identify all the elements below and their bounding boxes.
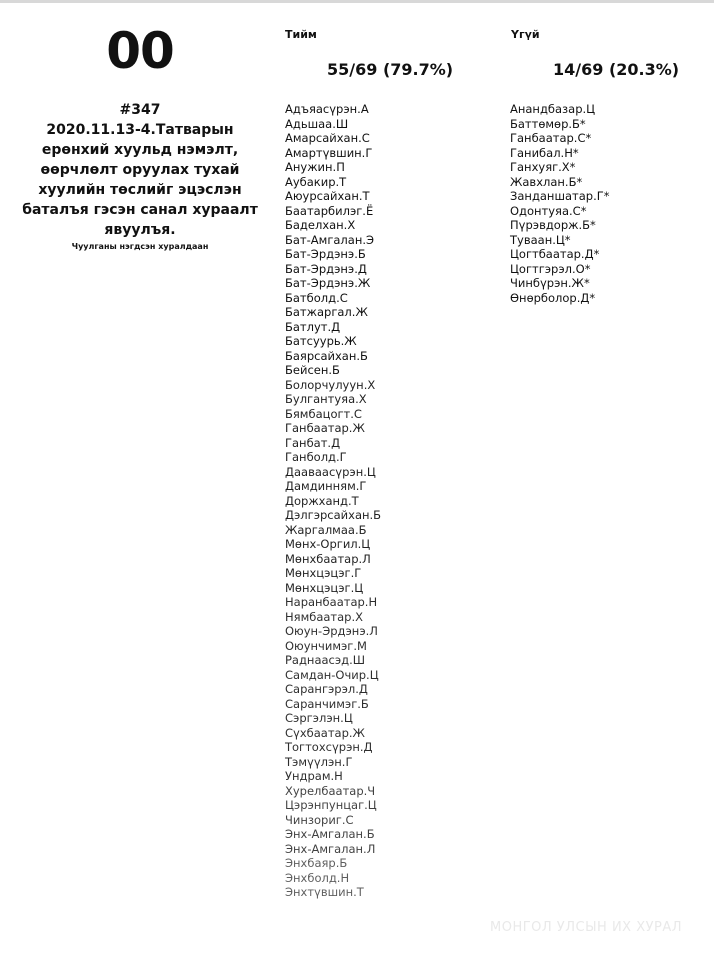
yes-voter-name: Батболд.С [285, 290, 348, 305]
yes-voter-name: Нямбаатар.Х [285, 609, 364, 624]
yes-voter-name: Энх-Амгалан.Б [285, 827, 375, 841]
yes-voter-name: Амартүвшин.Г [285, 145, 373, 160]
yes-voter-name: Оюунчимэг.М [285, 638, 367, 653]
yes-voter-name: Хурелбаатар.Ч [285, 783, 376, 798]
no-voters-list [510, 102, 610, 305]
yes-voter-name: Бат-Амгалан.Э [285, 232, 375, 247]
yes-voter-name: Тогтохсүрэн.Д [285, 740, 373, 754]
yes-voter-name: Дааваасүрэн.Ц [285, 464, 376, 479]
no-voter-name: Туваан.Ц* [510, 232, 571, 247]
yes-voter-name: Булгантуяа.Х [285, 392, 367, 406]
yes-result: 55/69 (79.7%) [327, 60, 454, 79]
yes-voter-name: Энх-Амгалан.Л [285, 841, 376, 856]
no-voter-name: Цогтбаатар.Д* [510, 247, 600, 261]
no-voter-name: Баттөмөр.Б* [510, 116, 586, 131]
no-result: 14/69 (20.3%) [553, 60, 680, 79]
vote-description [10, 100, 270, 240]
yes-voter-name: Энхтүвшин.Т [285, 885, 364, 899]
no-voter-name: Ганхуяг.Х* [510, 160, 576, 174]
yes-voter-name: Ганбаатар.Ж [285, 421, 365, 435]
yes-voter-name: Дамдинням.Г [285, 479, 367, 493]
yes-voter-name: Батсуурь.Ж [285, 334, 357, 348]
yes-voter-name: Оюун-Эрдэнэ.Л [285, 624, 378, 638]
yes-voter-name: Адьшаа.Ш [285, 116, 349, 131]
yes-voter-name: Баярсайхан.Б [285, 348, 368, 363]
top-divider [0, 0, 714, 3]
vote-number: #347 [119, 102, 161, 118]
yes-voter-name: Баатарбилэг.Ё [285, 203, 374, 218]
no-voter-name: Анандбазар.Ц [510, 102, 596, 116]
yes-voter-name: Самдан-Очир.Ц [285, 667, 379, 682]
no-voter-name: Одонтуяа.С* [510, 203, 587, 218]
yes-voter-name: Баделхан.Х [285, 218, 356, 232]
yes-voter-name: Мөнхцэцэг.Ц [285, 580, 364, 595]
yes-voter-name: Тэмүүлэн.Г [285, 754, 353, 769]
yes-voter-name: Адъяасүрэн.А [285, 102, 369, 116]
yes-voter-name: Болорчулуун.Х [285, 377, 376, 392]
yes-voter-name: Аубакир.Т [285, 174, 347, 189]
yes-voter-name: Мөнхцэцэг.Г [285, 566, 362, 580]
yes-voter-name: Бейсен.Б [285, 363, 340, 377]
yes-voter-name: Анужин.П [285, 160, 345, 174]
session-number: 00 [106, 22, 174, 80]
yes-voter-name: Бат-Эрдэнэ.Ж [285, 276, 371, 290]
yes-voter-name: Цэрэнпунцаг.Ц [285, 798, 377, 812]
yes-column-header: Тийм [285, 28, 317, 41]
yes-voter-name: Жаргалмаа.Б [285, 522, 367, 537]
yes-voter-name: Аюурсайхан.Т [285, 189, 370, 203]
yes-voter-name: Ганболд.Г [285, 450, 347, 464]
session-type: Чуулганы нэгдсэн хуралдаан [71, 242, 209, 251]
no-voter-name: Пүрэвдорж.Б* [510, 218, 596, 232]
yes-voter-name: Энхболд.Н [285, 870, 350, 885]
yes-voter-name: Ундрам.Н [285, 769, 343, 783]
yes-voter-name: Бат-Эрдэнэ.Б [285, 247, 366, 261]
no-voter-name: Жавхлан.Б* [510, 174, 583, 189]
yes-voter-name: Энхбаяр.Б [285, 856, 348, 870]
yes-voter-name: Сарангэрэл.Д [285, 682, 368, 696]
yes-voter-name: Мөнхбаатар.Л [285, 551, 371, 566]
yes-voter-name: Ганбат.Д [285, 435, 341, 450]
yes-voter-name: Дэлгэрсайхан.Б [285, 508, 382, 522]
yes-voter-name: Бямбацогт.С [285, 406, 362, 421]
yes-voter-name: Саранчимэг.Б [285, 696, 369, 711]
yes-voter-name: Чинзориг.С [285, 812, 354, 827]
yes-voter-name: Доржханд.Т [285, 493, 359, 508]
vote-title: 2020.11.13-4.Татварын ерөнхий хуульд нэмэлт, өөрчлөлт оруулах тухай хуулийн төслийг эцэслэн баталъя гэсэн санал хураалт явуулъя. [22, 122, 258, 238]
no-voter-name: Ганбаатар.С* [510, 131, 592, 145]
yes-voter-name: Батжаргал.Ж [285, 305, 368, 319]
yes-voter-name: Раднаасэд.Ш [285, 653, 366, 667]
yes-voter-name: Сүхбаатар.Ж [285, 725, 365, 740]
yes-voter-name: Мөнх-Оргил.Ц [285, 537, 371, 551]
no-voter-name: Ганибал.Н* [510, 145, 579, 160]
no-voter-name: Чинбүрэн.Ж* [510, 276, 590, 290]
watermark: МОНГОЛ УЛСЫН ИХ ХУРАЛ [490, 920, 683, 935]
yes-voters-list [285, 102, 381, 900]
no-voter-name: Өнөрболор.Д* [510, 290, 596, 305]
yes-voter-name: Амарсайхан.С [285, 131, 370, 145]
yes-voter-name: Батлут.Д [285, 319, 341, 334]
yes-voter-name: Наранбаатар.Н [285, 595, 378, 609]
yes-voter-name: Бат-Эрдэнэ.Д [285, 261, 367, 276]
no-column-header: Үгүй [511, 28, 540, 41]
no-voter-name: Занданшатар.Г* [510, 189, 610, 203]
yes-voter-name: Сэргэлэн.Ц [285, 711, 353, 725]
no-voter-name: Цогтгэрэл.О* [510, 261, 591, 276]
